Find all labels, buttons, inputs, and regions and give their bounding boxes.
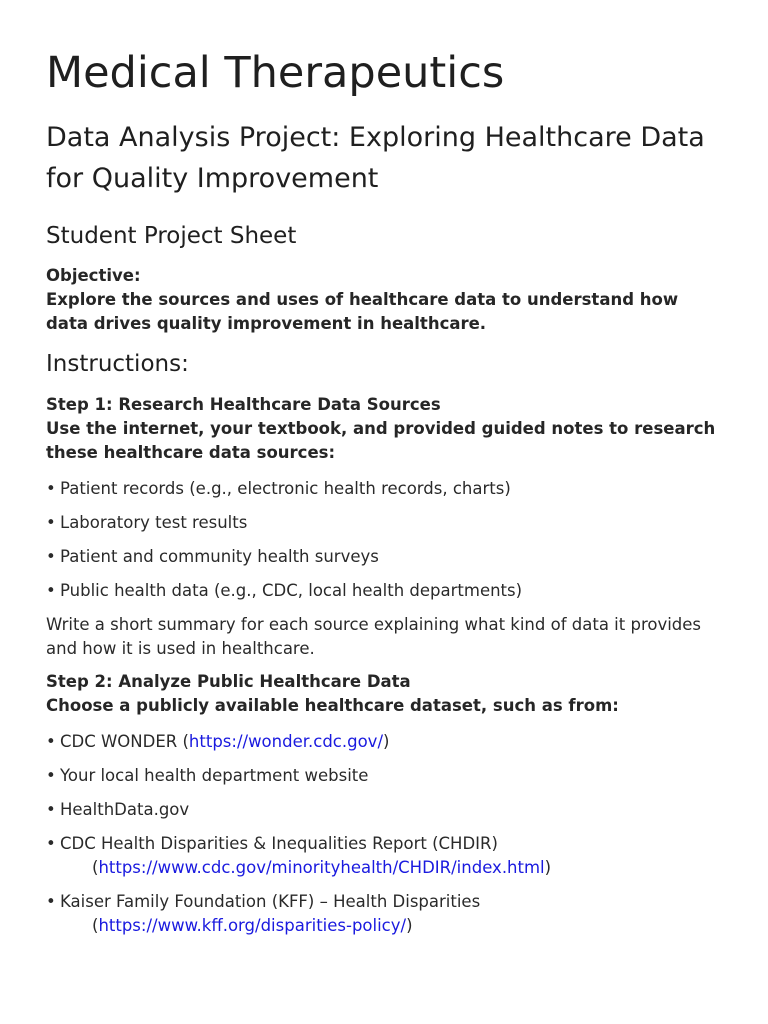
paren-close: ) [544,858,552,877]
page-title: Medical Therapeutics [46,48,505,98]
step1-section [46,393,722,465]
step2-list [46,730,722,938]
objective-label: Objective: [46,266,141,285]
bullet-icon: • [46,766,56,785]
objective-section [46,264,722,336]
paren-close: ) [406,916,413,935]
list-item-text: Laboratory test results [60,513,248,532]
paren-open: ( [92,916,99,935]
bullet-icon: • [46,581,56,600]
step2-section [46,670,722,718]
list-item [46,890,722,938]
list-item-text: CDC WONDER ( [60,732,189,751]
step2-intro: Choose a publicly available healthcare dataset, such as from: [46,696,619,715]
bullet-icon: • [46,479,56,498]
list-item-text: Patient records (e.g., electronic health records, charts) [60,479,511,498]
paren-open: ( [92,858,99,877]
objective-text: Explore the sources and uses of healthcare data to understand how data drives quality improvement in healthcare. [46,290,679,333]
project-subtitle: Data Analysis Project: Exploring Healthcare Data for Quality Improvement [46,122,705,194]
step2-heading: Step 2: Analyze Public Healthcare Data [46,672,411,691]
step1-heading: Step 1: Research Healthcare Data Sources [46,395,441,414]
list-item [46,545,722,569]
bullet-icon: • [46,800,56,819]
bullet-icon: • [46,732,56,751]
list-item [46,832,722,880]
list-item [46,579,722,603]
step1-list [46,477,722,603]
step1-summary: Write a short summary for each source explaining what kind of data it provides and how it is used in healthcare. [46,615,702,658]
list-item [46,798,722,822]
bullet-icon: • [46,892,56,911]
list-item-text: CDC Health Disparities & Inequalities Report (CHDIR) [60,834,498,853]
list-item-sub [60,914,722,938]
list-item [46,730,722,754]
paren-close: ) [383,732,390,751]
list-item [46,477,722,501]
bullet-icon: • [46,513,56,532]
chdir-link[interactable]: https://www.cdc.gov/minorityhealth/CHDIR/index.html [98,858,545,877]
list-item [46,511,722,535]
list-item-text: Kaiser Family Foundation (KFF) – Health Disparities [60,892,481,911]
list-item [46,764,722,788]
step1-intro: Use the internet, your textbook, and provided guided notes to research these healthcare data sources: [46,419,716,462]
list-item-text: Public health data (e.g., CDC, local health departments) [60,581,523,600]
cdc-wonder-link[interactable]: https://wonder.cdc.gov/ [188,732,384,751]
list-item-sub [60,856,722,880]
kff-link[interactable]: https://www.kff.org/disparities-policy/ [98,916,407,935]
instructions-heading: Instructions: [46,351,189,377]
bullet-icon: • [46,834,56,853]
sheet-label: Student Project Sheet [46,223,297,249]
list-item-text: Your local health department website [60,766,369,785]
list-item-text: HealthData.gov [60,800,190,819]
list-item-text: Patient and community health surveys [60,547,379,566]
bullet-icon: • [46,547,56,566]
